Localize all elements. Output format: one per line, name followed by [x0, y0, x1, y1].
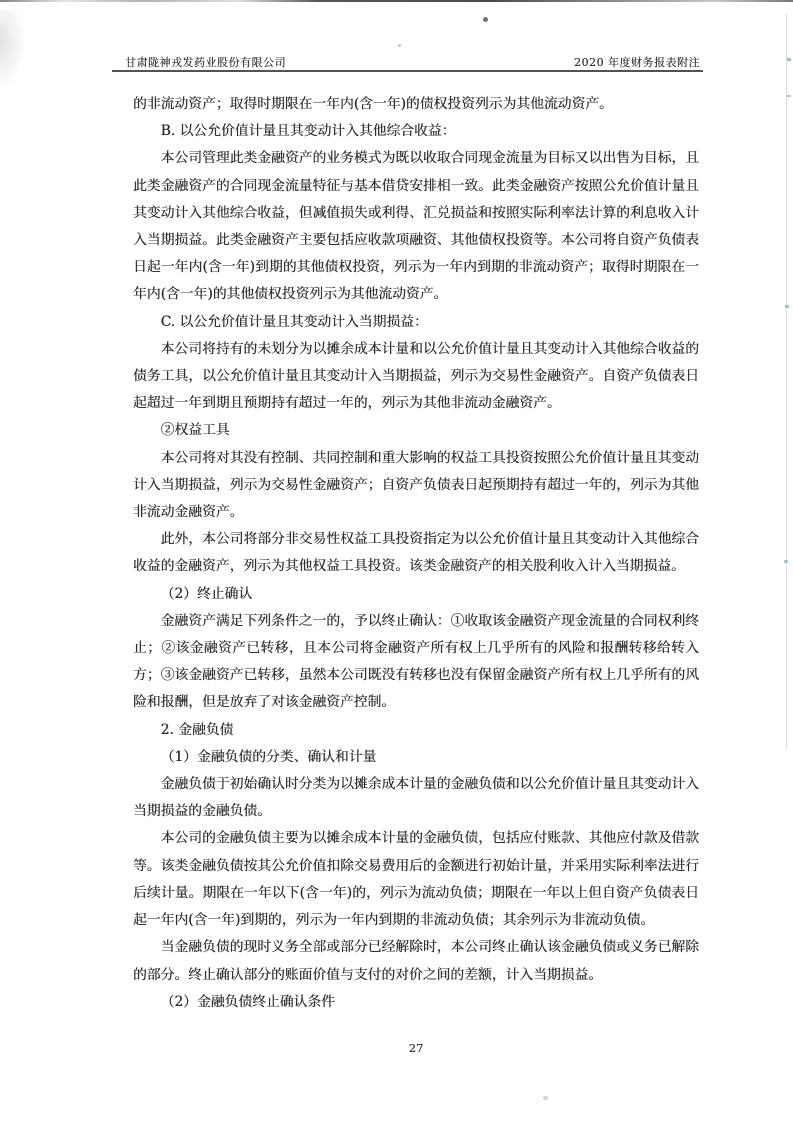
paragraph: 本公司管理此类金融资产的业务模式为既以收取合同现金流量为目标又以出售为目标，且此类金融资产的合同现金流量特征与基本借贷安排相一致。此类金融资产按照公允价值计量且其变动计入其他综合收益，但减值损失或利得、汇兑损益和按照实际利率法计算的利息收入计入当期损益。此类金融资产主要包括应收款项融资、其他债权投资等。本公司将自资产负债表日起一年内(含一年)到期的其他债权投资，列示为一年内到期的非流动资产；取得时期限在一年内(含一年)的其他债权投资列示为其他流动资产。: [133, 150, 699, 303]
paragraph: 本公司将对其没有控制、共同控制和重大影响的权益工具投资按照公允价值计量且其变动计入当期损益，列示为交易性金融资产；自资产负债表日起预期持有超过一年的，列示为其他非流动金融资产。: [133, 449, 699, 521]
paragraph: 的非流动资产；取得时期限在一年内(含一年)的债权投资列示为其他流动资产。: [133, 96, 613, 112]
header-divider: [112, 70, 703, 72]
scan-artifact-speck: [398, 44, 401, 47]
page-number: 27: [408, 1041, 424, 1055]
paragraph: （1）金融负债的分类、确认和计量: [160, 748, 377, 765]
scan-artifact-tick: [785, 305, 789, 308]
paragraph: B. 以公允价值计量且其变动计入其他综合收益：: [160, 123, 456, 140]
scan-artifact-tick: [787, 95, 791, 97]
document-body: [133, 91, 699, 1016]
scan-artifact-speck: [483, 17, 488, 22]
paragraph: 当金融负债的现时义务全部或部分已经解除时，本公司终止确认该金融负债或义务已解除的部分。终止确认部分的账面价值与支付的对价之间的差额，计入当期损益。: [133, 939, 699, 983]
paragraph: （2）金融负债终止确认条件: [160, 993, 335, 1010]
scan-artifact-speck: [543, 1096, 548, 1100]
paragraph: 2. 金融负债: [160, 721, 234, 738]
header-company-name: 甘肃陇神戎发药业股份有限公司: [125, 56, 286, 69]
paragraph: ②权益工具: [160, 422, 230, 439]
paragraph: C. 以公允价值计量且其变动计入当期损益：: [160, 313, 428, 330]
paragraph: 本公司的金融负债主要为以摊余成本计量的金融负债，包括应付账款、其他应付款及借款等。该类金融负债按其公允价值扣除交易费用后的金额进行初始计量，并采用实际利率法进行后续计量。期限在一年以下(含一年)的，列示为流动负债；期限在一年以上但自资产负债表日起一年内(含一年)到期的，列示为一年内到期的非流动负债；其余列示为非流动负债。: [133, 830, 699, 929]
scan-artifact-tick: [787, 58, 791, 61]
scan-artifact-top-edge: [0, 0, 793, 2]
scan-artifact-right-line: [786, 14, 787, 750]
paragraph: 金融负债于初始确认时分类为以摊余成本计量的金融负债和以公允价值计量且其变动计入当期损益的金融负债。: [133, 776, 699, 820]
paragraph: （2）终止确认: [160, 585, 253, 602]
paragraph: 本公司将持有的未划分为以摊余成本计量和以公允价值计量且其变动计入其他综合收益的债务工具，以公允价值计量且其变动计入当期损益，列示为交易性金融资产。自资产负债表日起超过一年到期且预期持有超过一年的，列示为其他非流动金融资产。: [133, 340, 699, 412]
paragraph: 此外，本公司将部分非交易性权益工具投资指定为以公允价值计量且其变动计入其他综合收益的金融资产，列示为其他权益工具投资。该类金融资产的相关股利收入计入当期损益。: [133, 531, 699, 575]
paragraph: 金融资产满足下列条件之一的，予以终止确认：①收取该金融资产现金流量的合同权利终止；②该金融资产已转移，且本公司将金融资产所有权上几乎所有的风险和报酬转移给转入方；③该金融资产已转移，虽然本公司既没有转移也没有保留金融资产所有权上几乎所有的风险和报酬，但是放弃了对该金融资产控制。: [133, 612, 699, 711]
scan-artifact-tick: [784, 560, 788, 563]
scan-artifact-smudge: [0, 10, 26, 90]
header-report-title: 2020 年度财务报表附注: [574, 56, 700, 69]
